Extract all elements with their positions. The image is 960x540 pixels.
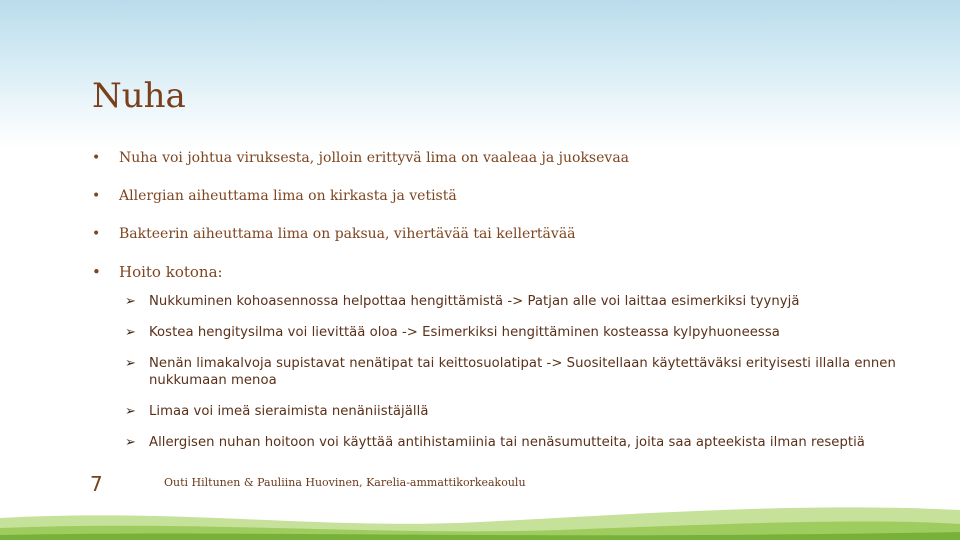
- arrow-bullet-icon: ➢: [125, 404, 136, 419]
- sub-bullet-item: [119, 324, 912, 341]
- sub-bullet-text: Allergisen nuhan hoitoon voi käyttää antihistamiinia tai nenäsumutteita, joita saa apteekista ilman reseptiä: [149, 435, 865, 450]
- bullet-item: • Allergian aiheuttama lima on kirkasta ja vetistä: [92, 186, 912, 206]
- footer-text: Outi Hiltunen & Pauliina Huovinen, Karelia-ammattikorkeakoulu: [164, 476, 526, 489]
- sub-bullet-text: Nenän limakalvoja supistavat nenätipat tai keittosuolatipat -> Suositellaan käytettäväksi erityisesti illalla ennen nukkumaan menoa: [149, 356, 896, 388]
- arrow-bullet-icon: ➢: [125, 325, 136, 340]
- bullet-item: • Bakteerin aiheuttama lima on paksua, vihertävää tai kellertävää: [92, 224, 912, 244]
- hoito-label: Hoito kotona:: [119, 263, 223, 281]
- bullet-list: [92, 148, 912, 469]
- bullet-item: • Nuha voi johtua viruksesta, jolloin erittyvä lima on vaaleaa ja juoksevaa: [92, 148, 912, 168]
- sub-bullet-text: Kostea hengitysilma voi lievittää oloa -> Esimerkiksi hengittäminen kosteassa kylpyhuoneessa: [149, 325, 780, 340]
- bullet-item-hoito: [92, 262, 912, 451]
- sub-bullet-item: [119, 355, 912, 389]
- slide-title: Nuha: [92, 76, 186, 116]
- slide-number: 7: [90, 472, 103, 496]
- sub-bullet-list: [119, 293, 912, 451]
- arrow-bullet-icon: ➢: [125, 294, 136, 309]
- sub-bullet-text: Nukkuminen kohoasennossa helpottaa hengittämistä -> Patjan alle voi laittaa esimerkiksi tyynyjä: [149, 294, 800, 309]
- sub-bullet-text: Limaa voi imeä sieraimista nenäniistäjällä: [149, 404, 429, 419]
- sub-bullet-item: [119, 293, 912, 310]
- sky-background: [0, 0, 960, 150]
- sub-bullet-item: [119, 434, 912, 451]
- arrow-bullet-icon: ➢: [125, 356, 136, 371]
- arrow-bullet-icon: ➢: [125, 435, 136, 450]
- grass-decoration: [0, 480, 960, 540]
- sub-bullet-item: [119, 403, 912, 420]
